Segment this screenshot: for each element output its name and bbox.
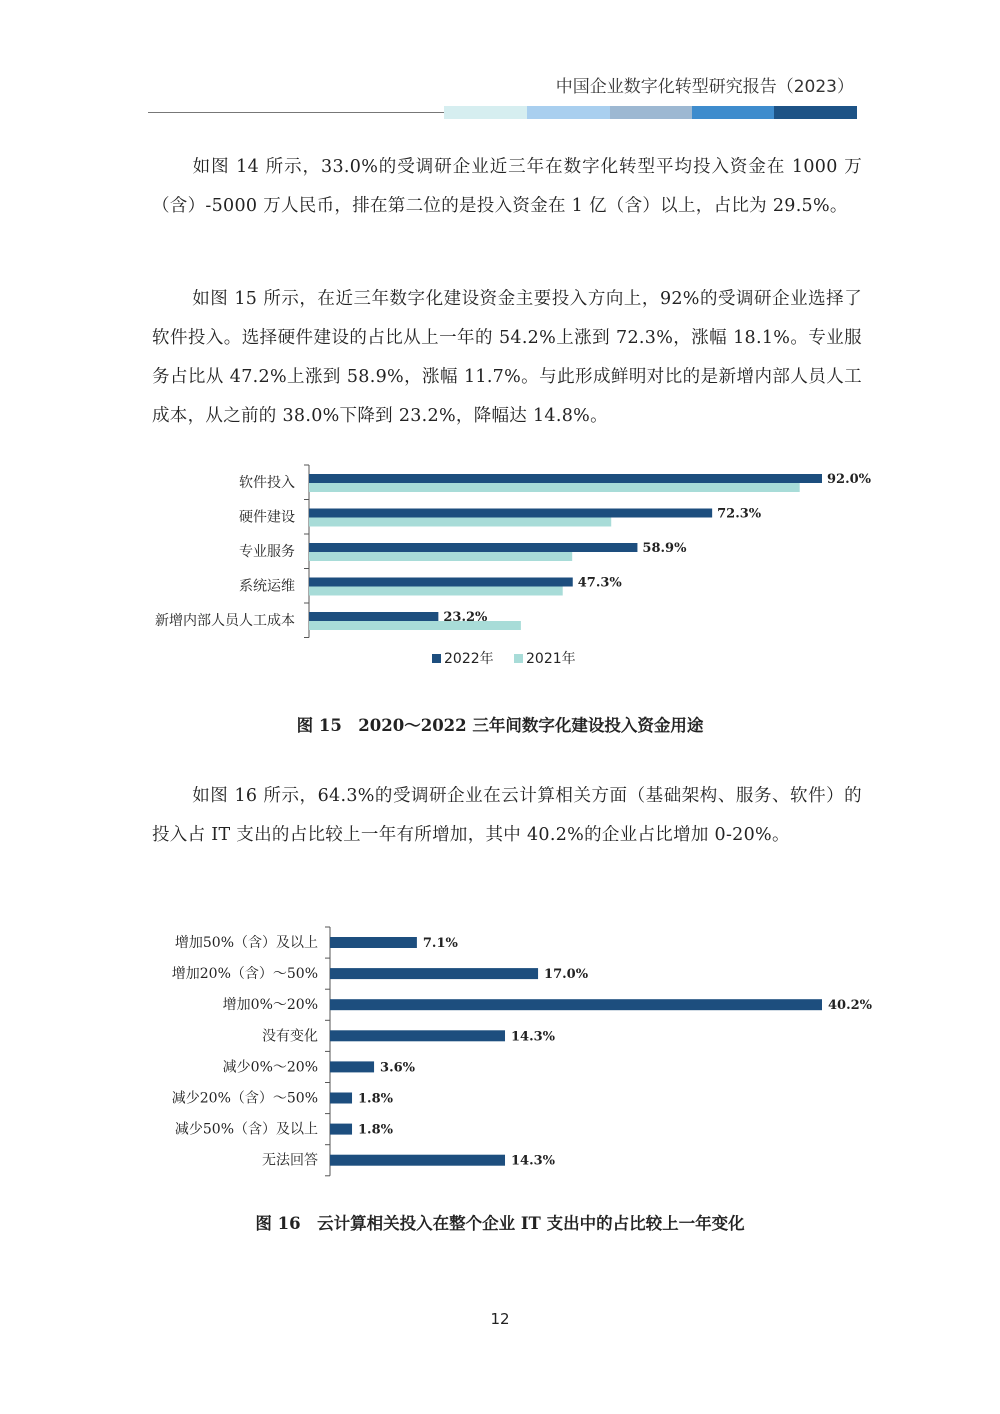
header-title: 中国企业数字化转型研究报告（2023） (555, 77, 854, 97)
category-label: 软件投入 (239, 475, 295, 491)
data-label: 1.8% (358, 1122, 394, 1138)
data-label: 47.3% (577, 575, 622, 591)
category-label: 没有变化 (262, 1028, 318, 1045)
bar-2021 (309, 552, 572, 561)
bar-2021 (309, 483, 800, 492)
bar-2021 (309, 518, 611, 527)
category-label: 系统运维 (239, 578, 295, 595)
legend-label-2021: 2021年 (526, 651, 576, 667)
header-rule (148, 112, 444, 113)
category-label: 新增内部人员人工成本 (155, 613, 295, 629)
bar (330, 1155, 505, 1166)
header-color-bar-2 (527, 106, 610, 119)
legend-swatch-2021 (514, 654, 523, 663)
category-label: 增加20%（含）～50% (171, 966, 318, 983)
bar-2022 (309, 612, 438, 621)
bar (330, 999, 822, 1010)
category-label: 增加50%（含）及以上 (174, 935, 318, 951)
legend-label-2022: 2022年 (444, 651, 494, 667)
figure16-caption: 图 16 云计算相关投入在整个企业 IT 支出中的占比较上一年变化 (255, 1214, 745, 1233)
paragraph-figure16: 如图 16 所示，64.3%的受调研企业在云计算相关方面（基础架构、服务、软件）的投入占 IT 支出的占比较上一年有所增加，其中 40.2%的企业占比增加 0-20%。 (152, 786, 862, 845)
paragraph-figure15: 如图 15 所示，在近三年数字化建设资金主要投入方向上，92%的受调研企业选择了软件投入。选择硬件建设的占比从上一年的 54.2%上涨到 72.3%，涨幅 18.1%。专业服务占比从 47.2%上涨到 58.9%，涨幅 11.7%。与此形成鲜明对比的是新增内部人员人工成本，从之前的 38.0%下降到 23.2%，降幅达 14.8%。 (152, 289, 862, 426)
paragraph-figure14: 如图 14 所示，33.0%的受调研企业近三年在数字化转型平均投入资金在 1000 万（含）-5000 万人民币，排在第二位的是投入资金在 1 亿（含）以上，占比为 29.5%。 (152, 157, 862, 216)
category-label: 减少0%～20% (222, 1059, 318, 1076)
data-label: 72.3% (717, 506, 762, 522)
category-label: 专业服务 (239, 544, 295, 560)
bar (330, 1093, 352, 1104)
bar-2022 (309, 543, 637, 552)
bar (330, 968, 538, 979)
category-label: 无法回答 (262, 1152, 318, 1169)
data-label: 7.1% (422, 936, 458, 951)
bar-2022 (309, 578, 573, 587)
legend-swatch-2022 (432, 654, 441, 663)
bar-2021 (309, 621, 521, 630)
data-label: 40.2% (828, 998, 873, 1014)
bar (330, 1061, 374, 1072)
bar (330, 1030, 505, 1041)
bar-2022 (309, 509, 712, 518)
figure16-chart (0, 920, 1000, 1180)
category-label: 减少20%（含）～50% (171, 1090, 318, 1107)
bar (330, 1124, 352, 1135)
header-color-bar-1 (444, 106, 527, 119)
bar-2022 (309, 474, 822, 483)
bar (330, 937, 417, 948)
figure15-chart (0, 450, 1000, 685)
data-label: 92.0% (827, 472, 872, 487)
data-label: 14.3% (511, 1153, 556, 1169)
bar-2021 (309, 587, 563, 596)
data-label: 17.0% (544, 967, 589, 983)
header-color-bar-4 (692, 106, 774, 119)
header-color-bar-5 (774, 106, 857, 119)
data-label: 58.9% (642, 541, 687, 556)
category-label: 减少50%（含）及以上 (174, 1121, 318, 1138)
data-label: 3.6% (380, 1060, 416, 1076)
data-label: 1.8% (358, 1091, 394, 1107)
page-number: 12 (490, 1310, 510, 1328)
category-label: 硬件建设 (239, 509, 295, 526)
data-label: 14.3% (511, 1029, 556, 1045)
category-label: 增加0%～20% (222, 997, 318, 1014)
figure15-caption: 图 15 2020～2022 三年间数字化建设投入资金用途 (296, 716, 704, 735)
data-label: 23.2% (443, 610, 488, 625)
header-color-bar-3 (610, 106, 692, 119)
